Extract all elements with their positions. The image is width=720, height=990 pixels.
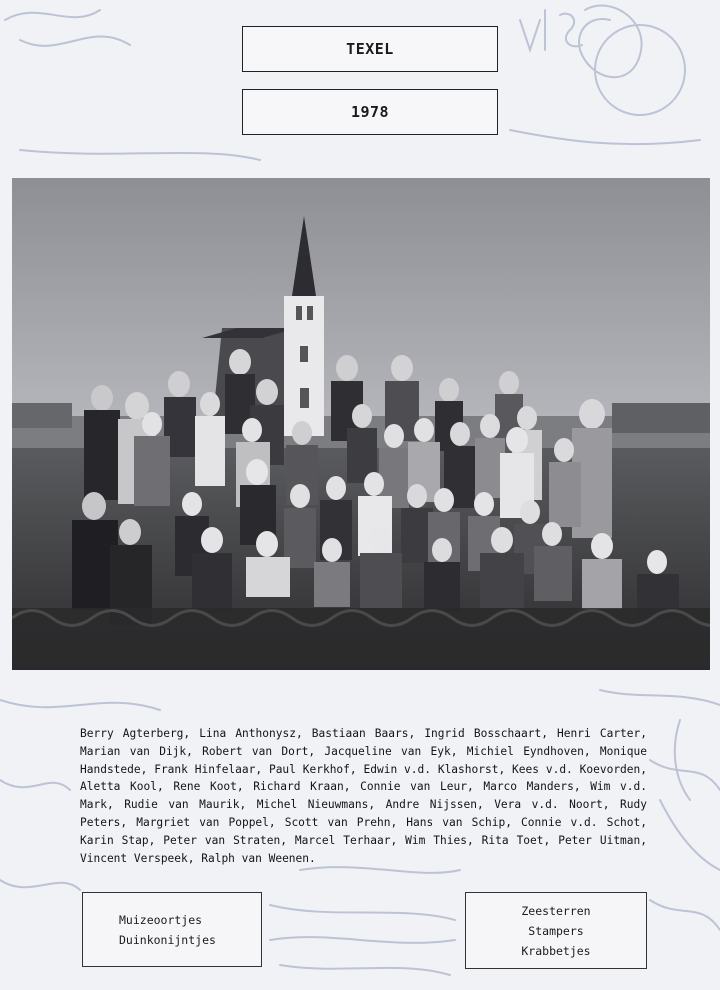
group-photo-icon (12, 178, 710, 670)
group-name: Zeesterren (521, 903, 591, 918)
group-name: Muizeoortjes (119, 912, 203, 927)
year-box (242, 89, 498, 135)
group-name: Duinkonijntjes (119, 932, 216, 947)
group-name: Krabbetjes (521, 943, 591, 958)
page-title: TEXEL (346, 40, 394, 58)
group-box-left (82, 892, 262, 967)
year-label: 1978 (350, 103, 390, 121)
participants-list: Berry Agterberg, Lina Anthonysz, Bastiaan Baars, Ingrid Bosschaart, Henri Carter, Marian van Dijk, Robert van Dort, Jacqueline van Eyk, Michiel Eyndhoven, Monique Handstede, Frank Hinfelaar, Paul Kerkhof, Edwin v.d. Klashorst, Kees v.d. Koevorden, Aletta Kool, Rene Koot, Richard Kraan, Connie van Leur, Marco Manders, Wim v.d. Mark, Rudie van Maurik, Michel Nieuwmans, Andre Nijssen, Vera v.d. Noort, Rudy Peters, Margriet van Poppel, Scott van Prehn, Hans van Schip, Connie v.d. Schot, Karin Stap, Peter van Straten, Marcel Terhaar, Wim Thies, Rita Toet, Peter Uitman, Vincent Verspeek, Ralph van Weenen. (80, 727, 647, 865)
title-box (242, 26, 498, 72)
group-name: Stampers (528, 923, 584, 938)
group-photo (12, 178, 710, 670)
group-box-right (465, 892, 647, 969)
